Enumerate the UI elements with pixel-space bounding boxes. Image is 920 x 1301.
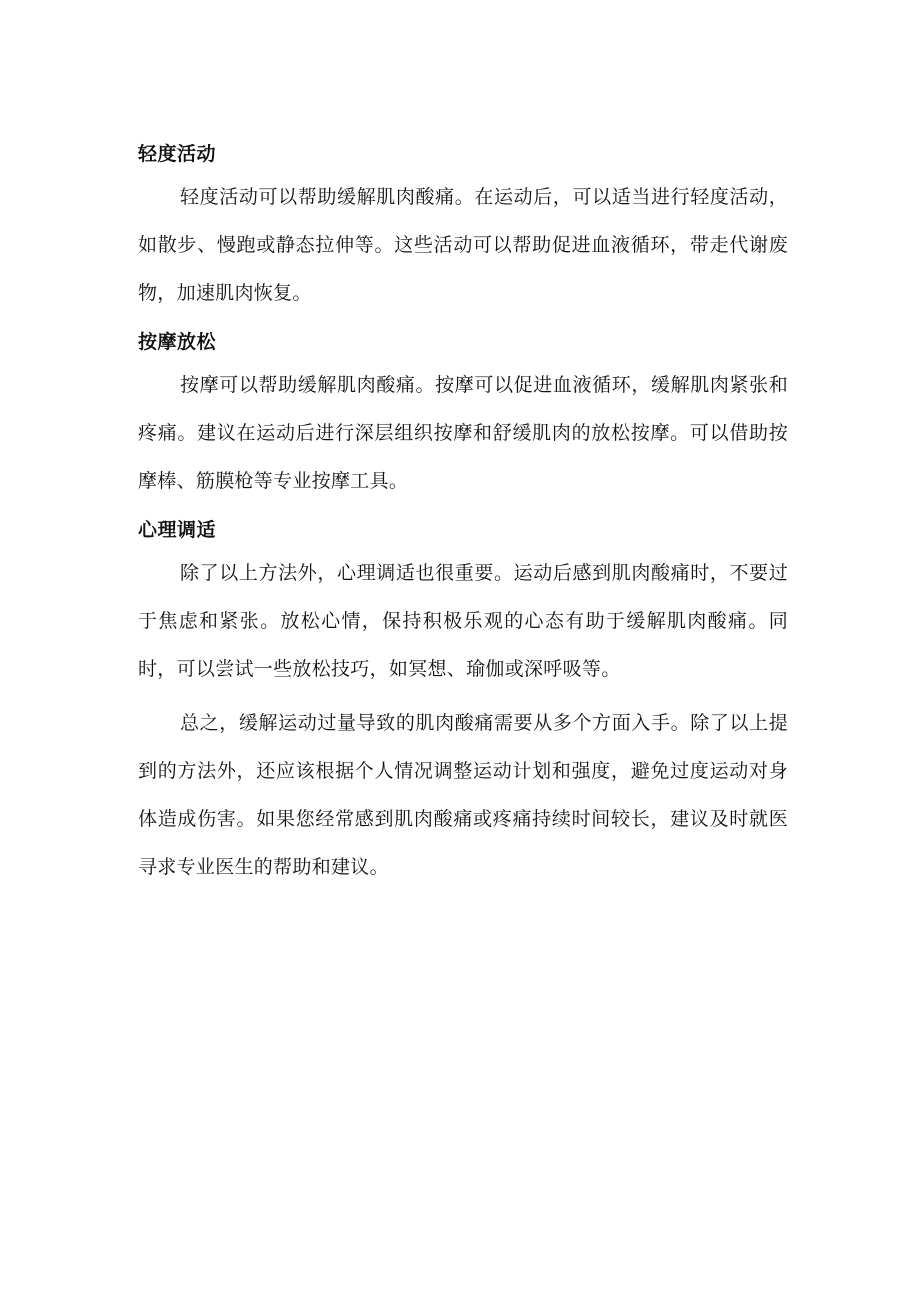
section-heading: 心理调适 bbox=[138, 519, 217, 541]
section-heading: 轻度活动 bbox=[138, 143, 217, 165]
section-heading: 按摩放松 bbox=[138, 331, 217, 353]
section-paragraph: 除了以上方法外，心理调适也很重要。运动后感到肌肉酸痛时，不要过于焦虑和紧张。放松心情，保持积极乐观的心态有助于缓解肌肉酸痛。同时，可以尝试一些放松技巧，如冥想、瑜伽或深呼吸等。 bbox=[138, 562, 788, 680]
conclusion-paragraph: 总之，缓解运动过量导致的肌肉酸痛需要从多个方面入手。除了以上提到的方法外，还应该根据个人情况调整运动计划和强度，避免过度运动对身体造成伤害。如果您经常感到肌肉酸痛或疼痛持续时间较长，建议及时就医寻求专业医生的帮助和建议。 bbox=[138, 712, 788, 878]
section-paragraph: 按摩可以帮助缓解肌肉酸痛。按摩可以促进血液循环，缓解肌肉紧张和疼痛。建议在运动后进行深层组织按摩和舒缓肌肉的放松按摩。可以借助按摩棒、筋膜枪等专业按摩工具。 bbox=[138, 374, 788, 492]
section-light-activity bbox=[138, 135, 788, 317]
document-body bbox=[138, 135, 788, 897]
section-massage bbox=[138, 323, 788, 505]
section-paragraph: 轻度活动可以帮助缓解肌肉酸痛。在运动后，可以适当进行轻度活动，如散步、慢跑或静态拉伸等。这些活动可以帮助促进血液循环，带走代谢废物，加速肌肉恢复。 bbox=[138, 186, 788, 304]
section-psychological bbox=[138, 511, 788, 891]
